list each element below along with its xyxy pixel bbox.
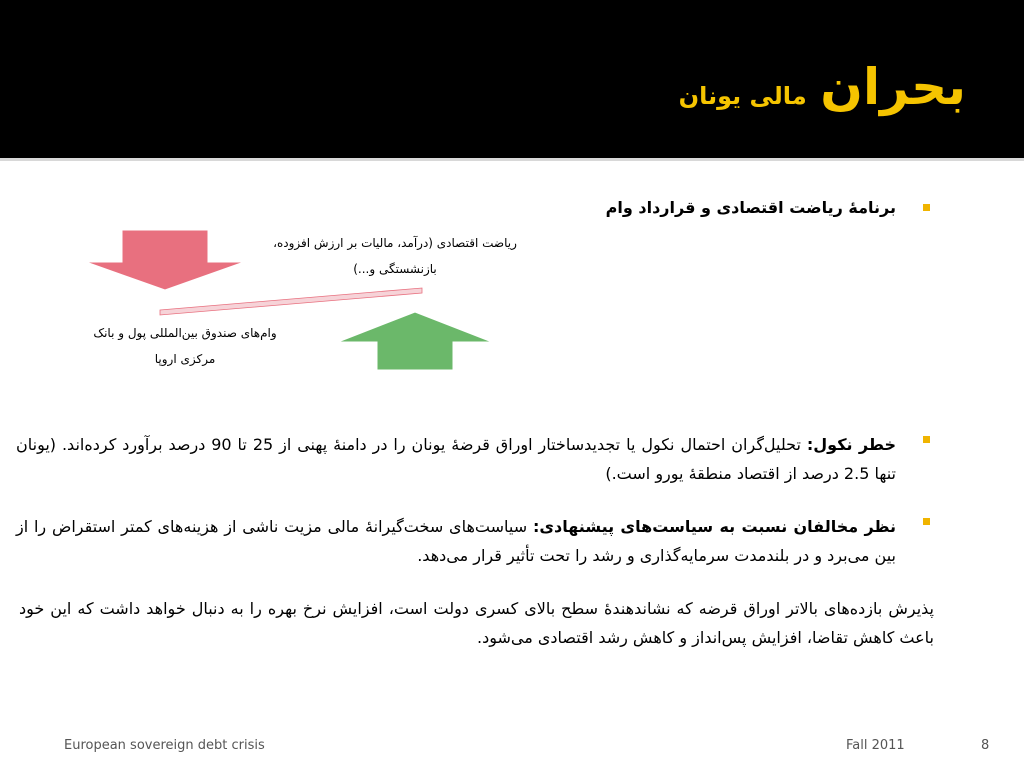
- page-number: 8: [981, 738, 990, 753]
- footer-date: Fall 2011: [846, 738, 905, 753]
- bullet-default-risk: [16, 430, 896, 488]
- title-main: بحران: [820, 58, 966, 116]
- bullet-text: تحلیل‌گران احتمال نکول یا تجدیدساختار اوراق قرضۀ یونان را در دامنۀ پهنی از 25 تا 90 درصد برآورد کرده‌اند. (یونان تنها 2.5 درصد از اقتصاد منطقۀ یورو است.): [16, 435, 896, 483]
- bullet-marker: [923, 436, 930, 443]
- down-arrow: [86, 230, 244, 290]
- bullet-opponents-view: [16, 512, 896, 570]
- austerity-label: ریاضت اقتصادی (درآمد، مالیات بر ارزش افزوده، بازنشستگی و...): [273, 236, 517, 276]
- loans-label: وام‌های صندوق بین‌المللی پول و بانک مرکزی اروپا: [93, 326, 277, 366]
- bullet-bold: خطر نکول:: [806, 435, 897, 454]
- bullet-bold: نظر مخالفان نسبت به سیاست‌های پیشنهادی:: [532, 517, 897, 536]
- body-paragraph: پذیرش بازده‌های بالاتر اوراق قرضه که نشاندهندۀ سطح بالای کسری دولت است، افزایش نرخ بهره را به دنبال خواهد داشت که این خود باعث کاهش تقاضا، افزایش پس‌انداز و کاهش رشد اقتصادی می‌شود.: [19, 599, 934, 647]
- footer-title: European sovereign debt crisis: [64, 738, 265, 753]
- bullet-marker: [923, 518, 930, 525]
- title-sub: مالی یونان: [678, 82, 807, 110]
- bullet-text: سیاست‌های سخت‌گیرانۀ مالی مزیت ناشی از هزینه‌های کمتر استقراض را از بین می‌برد و در بلندمدت سرمایه‌گذاری و رشد را تحت تأثیر قرار می‌دهد.: [16, 517, 896, 565]
- balance-beam: [160, 288, 422, 315]
- bullet-text: برنامۀ ریاضت اقتصادی و قرارداد وام: [605, 198, 896, 217]
- up-arrow: [338, 312, 492, 370]
